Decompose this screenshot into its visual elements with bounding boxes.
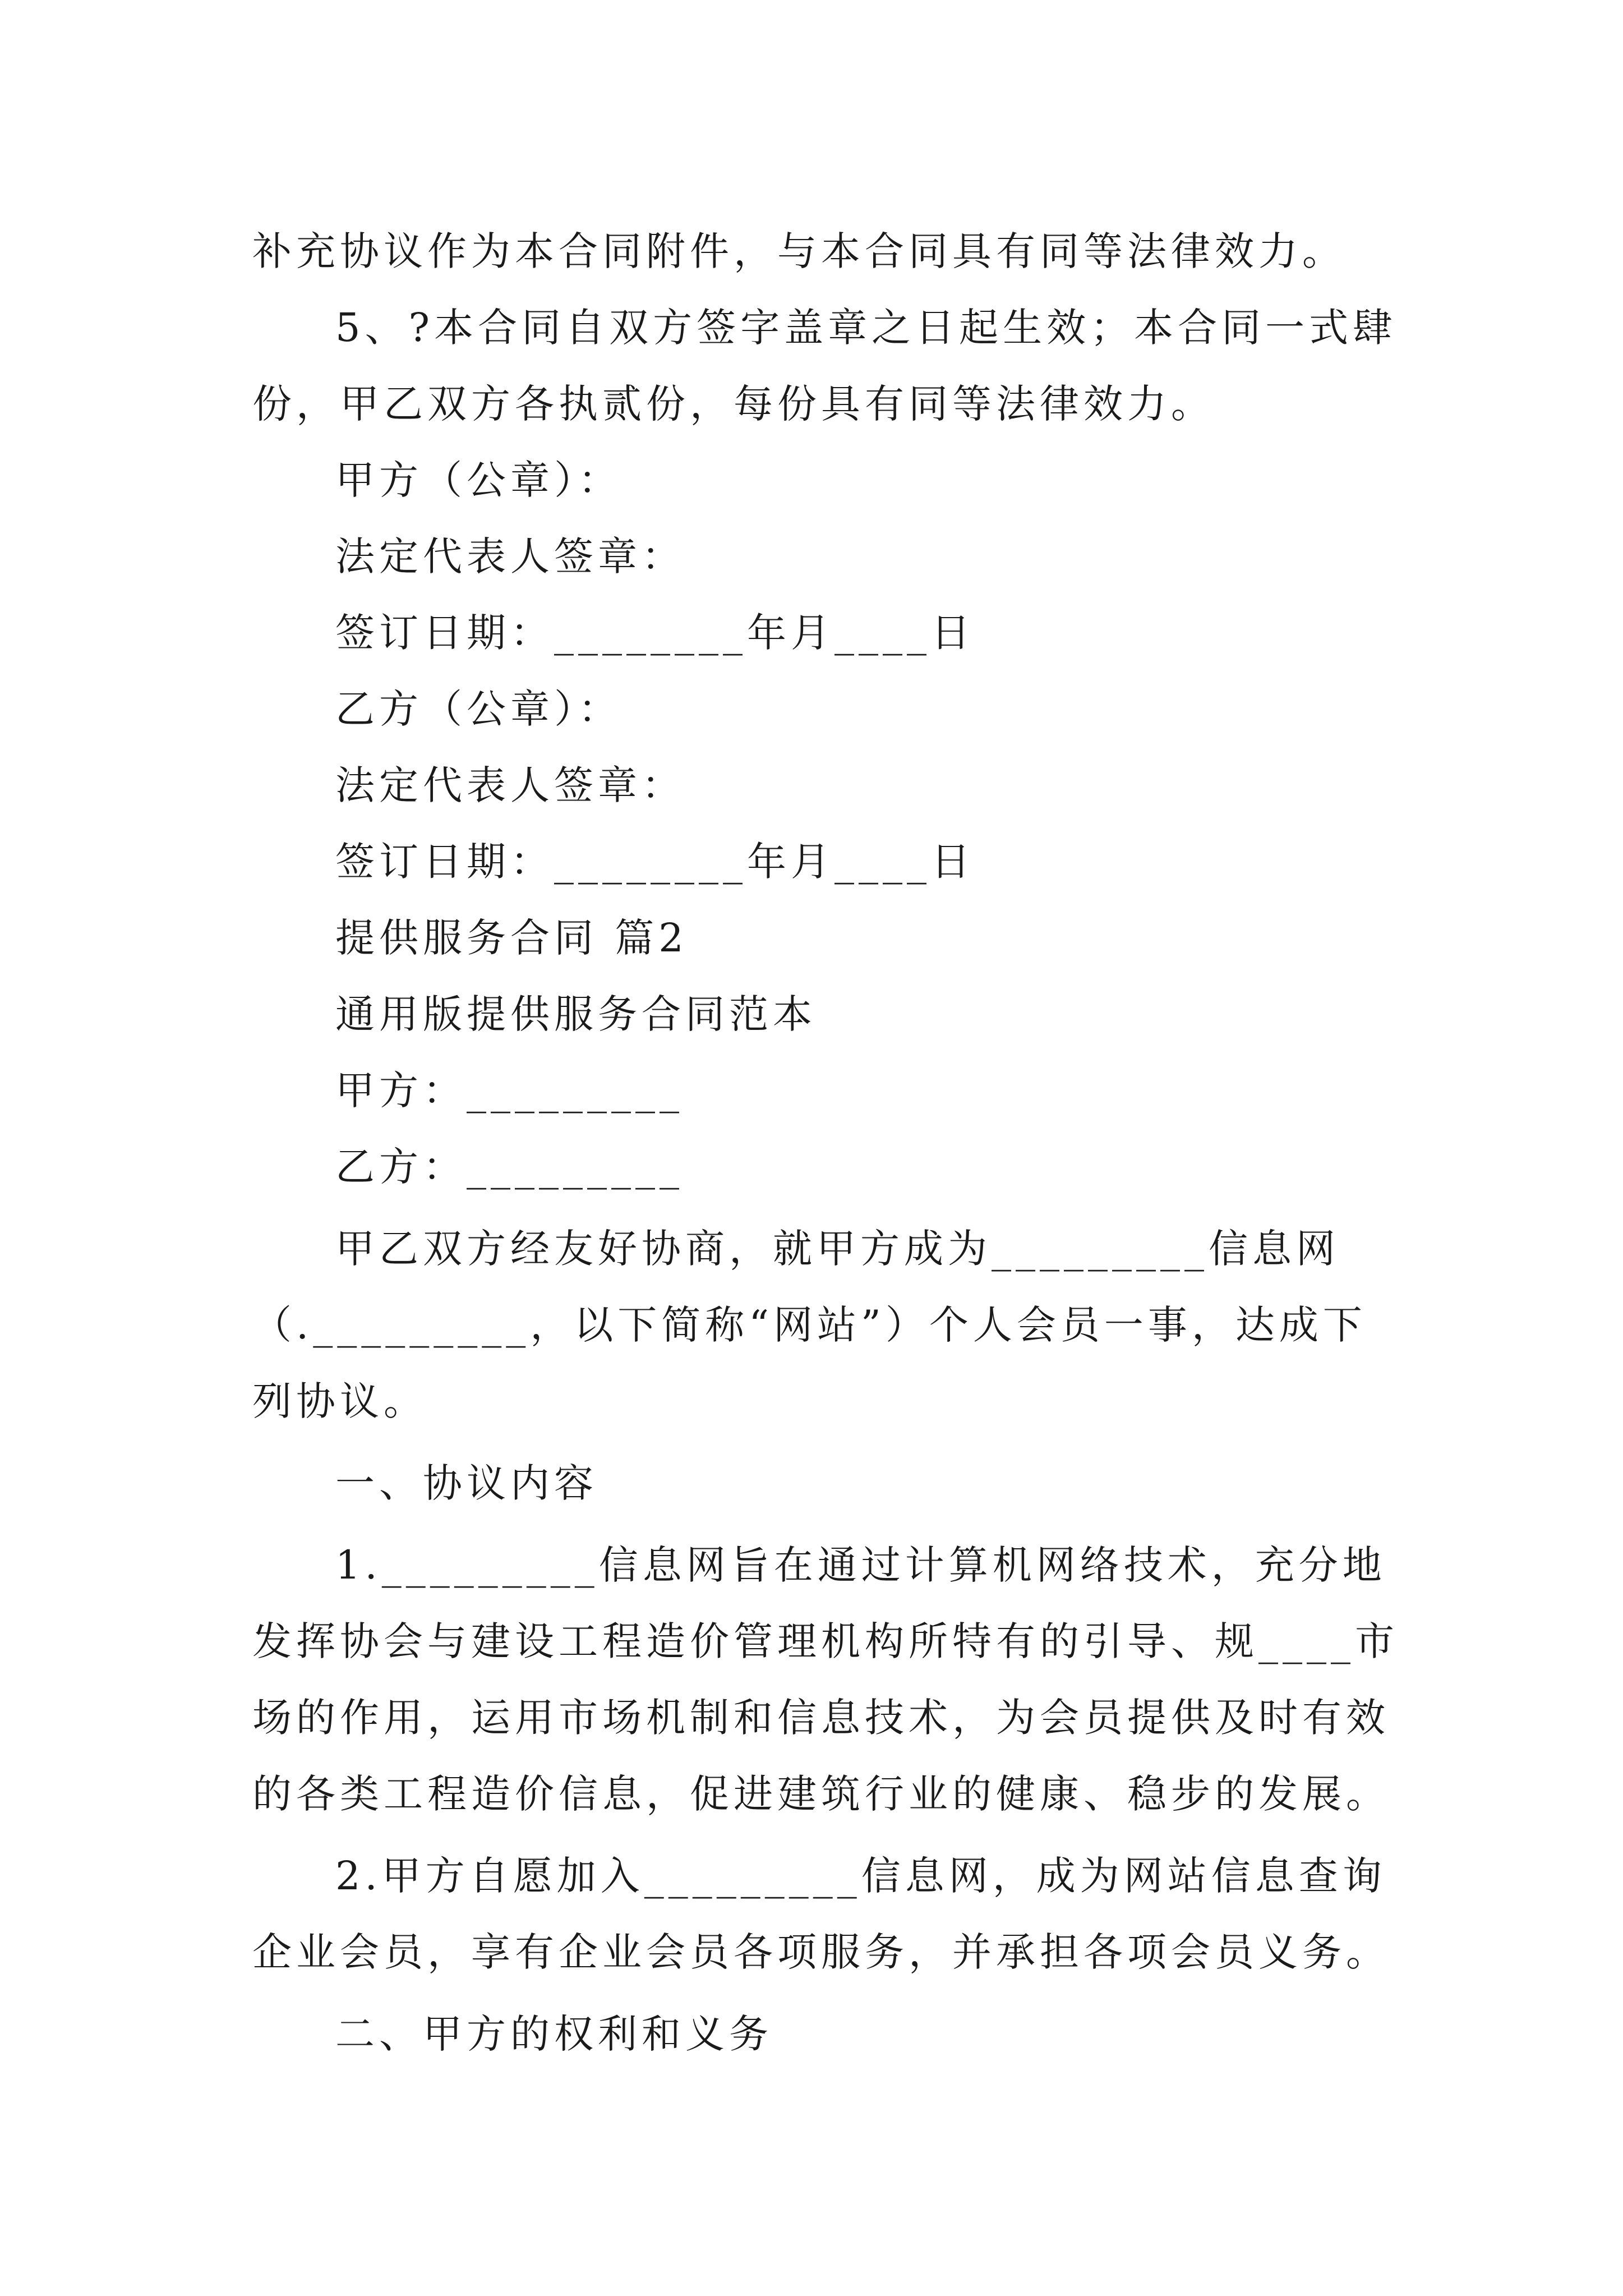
party-a-sign-date: 签订日期：________年月____日 (335, 610, 975, 656)
party-b-seal-label: 乙方（公章）： (335, 686, 622, 732)
agreement-intro-line: 列协议。 (252, 1378, 427, 1424)
clause-1-line: 场的作用，运用市场机制和信息技术，为会员提供及时有效 (252, 1695, 1390, 1741)
section-heading: 二、甲方的权利和义务 (335, 2011, 773, 2057)
contract-title: 通用版提供服务合同范本 (335, 991, 817, 1037)
section-heading: 一、协议内容 (335, 1460, 598, 1506)
paragraph-line: 份，甲乙双方各执贰份，每份具有同等法律效力。 (252, 381, 1215, 427)
clause-1-line: 的各类工程造价信息，促进建筑行业的健康、稳步的发展。 (252, 1771, 1390, 1817)
party-b-sign-date: 签订日期：________年月____日 (335, 839, 975, 885)
clause-1-line: 发挥协会与建设工程造价管理机构所特有的引导、规____市 (252, 1618, 1399, 1664)
clause-1-line: 1._________信息网旨在通过计算机网络技术，充分地 (335, 1542, 1386, 1588)
paragraph-line: 补充协议作为本合同附件，与本合同具有同等法律效力。 (252, 228, 1346, 274)
clause-5-line: 5、?本合同自双方签字盖章之日起生效；本合同一式肆 (335, 305, 1397, 351)
agreement-intro-line: （._________，以下简称“网站”）个人会员一事，达成下 (252, 1302, 1367, 1348)
clause-2-line: 企业会员，享有企业会员各项服务，并承担各项会员义务。 (252, 1929, 1390, 1975)
party-a-field: 甲方：_________ (335, 1068, 684, 1114)
party-a-representative-label: 法定代表人签章： (335, 533, 685, 579)
party-b-field: 乙方：_________ (335, 1144, 684, 1190)
section-title: 提供服务合同 篇2 (335, 915, 688, 961)
agreement-intro-line: 甲乙双方经友好协商，就甲方成为_________信息网 (335, 1226, 1340, 1272)
document-body (252, 213, 1399, 2072)
clause-2-line: 2.甲方自愿加入_________信息网，成为网站信息查询 (335, 1853, 1386, 1899)
party-b-representative-label: 法定代表人签章： (335, 762, 685, 808)
party-a-seal-label: 甲方（公章）： (335, 457, 622, 503)
